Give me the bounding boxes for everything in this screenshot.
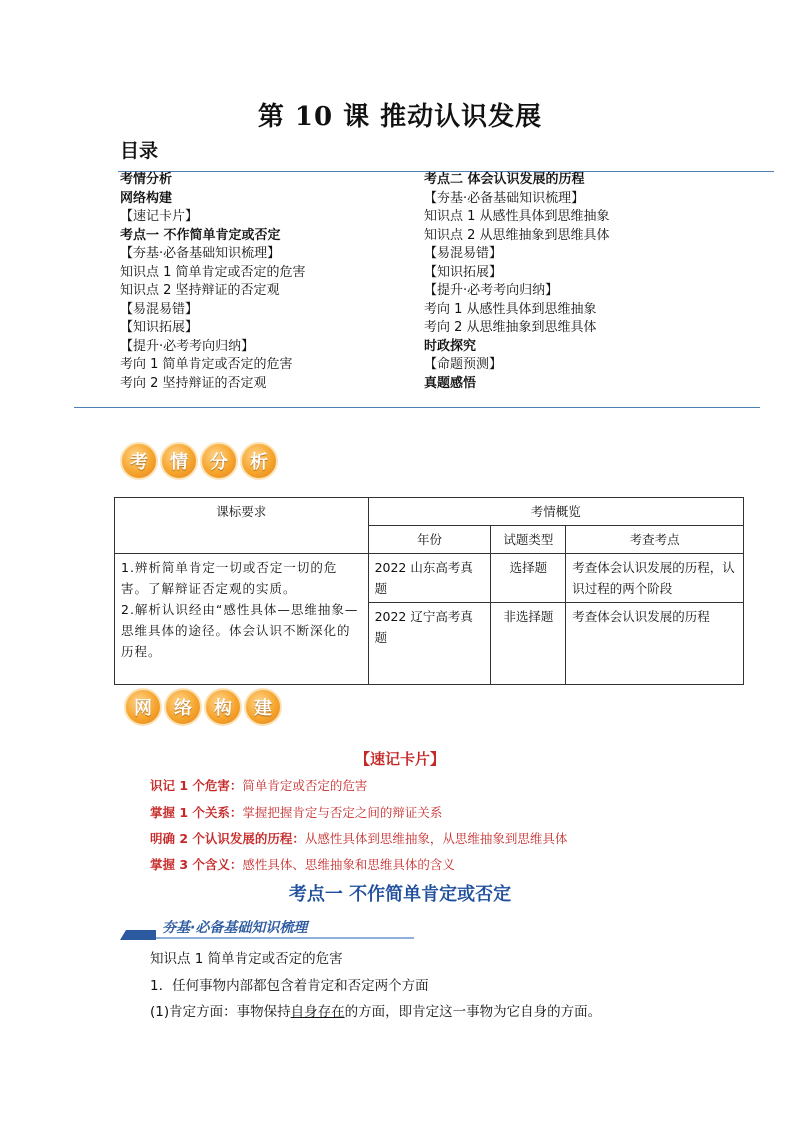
- toc-item[interactable]: 考向 2 坚持辩证的否定观: [120, 375, 267, 391]
- quick-card-line: [150, 803, 442, 821]
- toc-item[interactable]: 【夯基·必备基础知识梳理】: [120, 246, 281, 261]
- badge-char: 构: [204, 688, 242, 726]
- subheader-year: 年份: [368, 526, 491, 554]
- toc-item[interactable]: 知识点 1 从感性具体到思维抽象: [424, 209, 610, 224]
- network-build-badge: [124, 688, 282, 726]
- card-line-text: 简单肯定或否定的危害: [242, 778, 368, 793]
- toc-item[interactable]: 【命题预测】: [424, 357, 503, 372]
- table-cell-year: 2022 辽宁高考真题: [368, 603, 491, 685]
- toc-item[interactable]: 【提升·必考考向归纳】: [120, 338, 255, 354]
- table-cell-type: 选择题: [491, 554, 566, 603]
- quick-card-line: [150, 855, 455, 873]
- badge-char: 建: [244, 688, 282, 726]
- toc-item[interactable]: 考点一 不作简单肯定或否定: [120, 227, 281, 243]
- toc-item[interactable]: 考点二 体会认识发展的历程: [424, 172, 585, 187]
- toc-item[interactable]: 网络构建: [120, 190, 173, 206]
- exam-overview-table: [114, 497, 744, 685]
- toc-right-column: [424, 171, 610, 393]
- card-line-text: 掌握把握肯定与否定之间的辩证关系: [242, 805, 443, 820]
- paragraph-suffix: 的方面，即肯定这一事物为它自身的方面。: [344, 1004, 602, 1020]
- badge-char: 考: [120, 442, 158, 480]
- point-heading: 1．任何事物内部都包含着肯定和否定两个方面: [150, 978, 429, 994]
- toc-item[interactable]: 【易混易错】: [424, 246, 503, 261]
- section-title: 考点一 不作简单肯定或否定: [288, 884, 512, 905]
- header-overview: 考情概览: [368, 498, 743, 526]
- page-title: 第 10 课 推动认识发展: [257, 102, 543, 132]
- header-requirements: 课标要求: [115, 498, 369, 554]
- toc-item[interactable]: 考向 1 简单肯定或否定的危害: [120, 357, 293, 372]
- table-cell-type: 非选择题: [491, 603, 566, 685]
- toc-item[interactable]: 真题感悟: [424, 375, 477, 391]
- table-cell-point: 考查体会认识发展的历程，认识过程的两个阶段: [566, 554, 744, 603]
- badge-char: 析: [240, 442, 278, 480]
- paragraph-prefix: (1)肯定方面：事物保持: [150, 1004, 291, 1020]
- toc-item[interactable]: 【速记卡片】: [120, 209, 199, 224]
- toc-item[interactable]: 【提升·必考考向归纳】: [424, 283, 559, 298]
- toc-item[interactable]: 时政探究: [424, 338, 477, 354]
- toc-item[interactable]: 【知识拓展】: [424, 264, 503, 280]
- badge-char: 情: [160, 442, 198, 480]
- badge-char: 分: [200, 442, 238, 480]
- section-banner-text: 夯基·必备基础知识梳理: [162, 920, 308, 936]
- quick-card-line: [150, 776, 367, 794]
- card-line-text: 从感性具体到思维抽象，从思维抽象到思维具体: [304, 831, 568, 846]
- toc-item[interactable]: 考情分析: [120, 172, 173, 187]
- toc-item[interactable]: 考向 2 从思维抽象到思维具体: [424, 320, 597, 335]
- toc-item[interactable]: 考向 1 从感性具体到思维抽象: [424, 301, 597, 317]
- toc-left-column: [120, 171, 306, 393]
- toc-heading: 目录: [120, 140, 159, 162]
- card-line-label: 识记 1 个危害：: [150, 778, 243, 793]
- paragraph-underlined: 自身存在: [290, 1004, 345, 1020]
- card-line-text: 感性具体、思维抽象和思维具体的含义: [242, 857, 455, 872]
- badge-char: 络: [164, 688, 202, 726]
- exam-analysis-badge: [120, 442, 278, 480]
- card-line-label: 掌握 1 个关系：: [150, 805, 243, 820]
- toc-item[interactable]: 【夯基·必备基础知识梳理】: [424, 190, 585, 206]
- subheader-point: 考查考点: [566, 526, 744, 554]
- table-cell-year: 2022 山东高考真题: [368, 554, 491, 603]
- toc-bottom-divider: [74, 407, 760, 408]
- point-paragraph: [150, 1000, 601, 1020]
- requirements-cell: 1.辨析简单肯定一切或否定一切的危害。了解辩证否定观的实质。 2.解析认识经由“感性具体—思维抽象—思维具体的途径。体会认识不断深化的历程。: [115, 554, 369, 685]
- subheader-type: 试题类型: [491, 526, 566, 554]
- toc-item[interactable]: 【易混易错】: [120, 301, 199, 317]
- toc-item[interactable]: 【知识拓展】: [120, 320, 199, 335]
- toc-item[interactable]: 知识点 1 简单肯定或否定的危害: [120, 264, 306, 280]
- card-line-label: 明确 2 个认识发展的历程：: [150, 831, 305, 846]
- card-line-label: 掌握 3 个含义：: [150, 857, 243, 872]
- toc-item[interactable]: 知识点 2 从思维抽象到思维具体: [424, 227, 610, 243]
- toc-item[interactable]: 知识点 2 坚持辩证的否定观: [120, 283, 280, 298]
- badge-char: 网: [124, 688, 162, 726]
- quick-card-line: [150, 829, 567, 847]
- knowledge-point-label: 知识点 1 简单肯定或否定的危害: [150, 951, 343, 967]
- quick-card-title: 【速记卡片】: [354, 750, 445, 768]
- table-cell-point: 考查体会认识发展的历程: [566, 603, 744, 685]
